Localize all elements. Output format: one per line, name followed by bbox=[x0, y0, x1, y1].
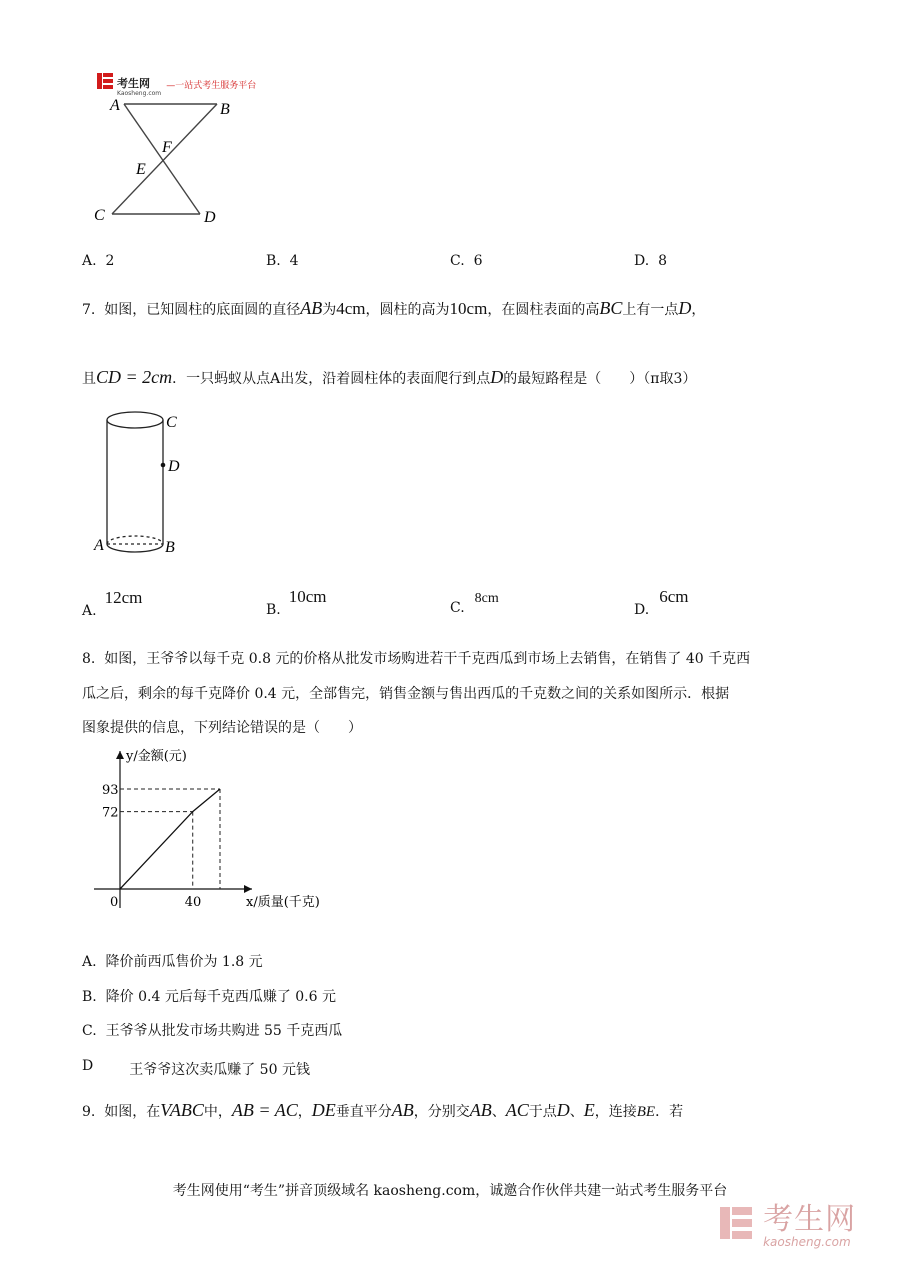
q6-option-a[interactable]: A. 2 bbox=[82, 253, 115, 269]
q8-chart bbox=[92, 743, 352, 918]
point-d bbox=[161, 463, 166, 468]
cylinder-bottom-front bbox=[107, 544, 163, 552]
q6-option-c[interactable]: C. 6 bbox=[450, 253, 483, 269]
watermark-name: 考生网 bbox=[763, 1202, 857, 1237]
q7-stem-line2: 且CD = 2cm．一只蚂蚁从点A出发，沿着圆柱体的表面爬行到点D的最短路程是（ ）（π取3） bbox=[82, 367, 697, 387]
label-d: D bbox=[204, 209, 216, 226]
cylinder-top-ellipse bbox=[107, 412, 163, 428]
label-c: C bbox=[94, 207, 105, 224]
q7-option-d[interactable]: D.6cm bbox=[634, 587, 689, 618]
label-b: B bbox=[220, 101, 230, 118]
x-axis-label: x/质量(千克) bbox=[246, 895, 320, 910]
watermark-logo-icon bbox=[718, 1205, 754, 1241]
q7-cylinder-figure bbox=[90, 405, 200, 565]
q6-figure bbox=[90, 92, 240, 227]
q8-option-a[interactable]: A. 降价前西瓜售价为 1.8 元 bbox=[82, 954, 263, 970]
x-axis-arrow-icon bbox=[244, 885, 252, 893]
q8-option-d[interactable]: D 王爷爷这次卖瓜赚了 50 元钱 bbox=[82, 1058, 310, 1078]
watermark-url: kaosheng.com bbox=[763, 1235, 851, 1249]
q6-option-d[interactable]: D. 8 bbox=[634, 253, 668, 269]
q7-option-a[interactable]: A.12cm bbox=[82, 588, 143, 619]
y-axis-arrow-icon bbox=[116, 751, 124, 759]
footer-text: 考生网使用“考生”拼音顶级域名 kaosheng.com，诚邀合作伙伴共建一站式考生服务平台 bbox=[172, 1183, 728, 1199]
q8-stem-line3: 图象提供的信息，下列结论错误的是（ ） bbox=[82, 720, 362, 736]
header-logo bbox=[96, 72, 257, 97]
label-e: E bbox=[136, 161, 146, 178]
y-tick-72: 72 bbox=[102, 805, 119, 821]
q6-option-b[interactable]: B. 4 bbox=[266, 253, 299, 269]
x-tick-0: 0 bbox=[110, 895, 119, 910]
cyl-label-c: C bbox=[166, 414, 177, 431]
segment-ad bbox=[124, 104, 200, 214]
q8-stem-line1: 8. 如图，王爷爷以每千克 0.8 元的价格从批发市场购进若干千克西瓜到市场上去销售，在销售了 40 千克西 bbox=[82, 651, 751, 667]
y-axis-label: y/金额(元) bbox=[126, 749, 187, 764]
q7-option-b[interactable]: B.10cm bbox=[266, 587, 327, 618]
series-line bbox=[120, 789, 220, 889]
logo-slogan: —一站式考生服务平台 bbox=[166, 81, 257, 91]
label-f: F bbox=[162, 139, 172, 156]
q7-stem-line1: 7. 如图，已知圆柱的底面圆的直径AB为4cm，圆柱的高为10cm，在圆柱表面的高BC上有一点D， bbox=[82, 298, 706, 318]
cyl-label-b: B bbox=[165, 539, 175, 556]
q8-option-c[interactable]: C. 王爷爷从批发市场共购进 55 千克西瓜 bbox=[82, 1023, 343, 1039]
logo-url: Kaosheng.com bbox=[117, 90, 162, 97]
watermark bbox=[718, 1202, 857, 1249]
q7-option-c[interactable]: C.8cm bbox=[450, 591, 499, 616]
x-tick-40: 40 bbox=[184, 895, 202, 910]
q8-option-b[interactable]: B. 降价 0.4 元后每千克西瓜赚了 0.6 元 bbox=[82, 989, 336, 1005]
q9-stem: 9. 如图，在VABC中，AB = AC，DE垂直平分AB，分别交AB、AC于点D、E，连接BE．若 bbox=[82, 1100, 684, 1120]
q8-stem-line2: 瓜之后，剩余的每千克降价 0.4 元，全部售完，销售金额与售出西瓜的千克数之间的关系如图所示．根据 bbox=[82, 686, 730, 702]
logo-brand: 考生网 bbox=[117, 77, 150, 90]
label-a: A bbox=[110, 97, 120, 114]
segment-bc bbox=[112, 104, 217, 214]
y-tick-93: 93 bbox=[102, 783, 119, 798]
cyl-label-d: D bbox=[168, 458, 180, 475]
cyl-label-a: A bbox=[94, 537, 104, 554]
cylinder-bottom-back bbox=[107, 536, 163, 544]
kaosheng-logo-icon bbox=[96, 72, 114, 90]
